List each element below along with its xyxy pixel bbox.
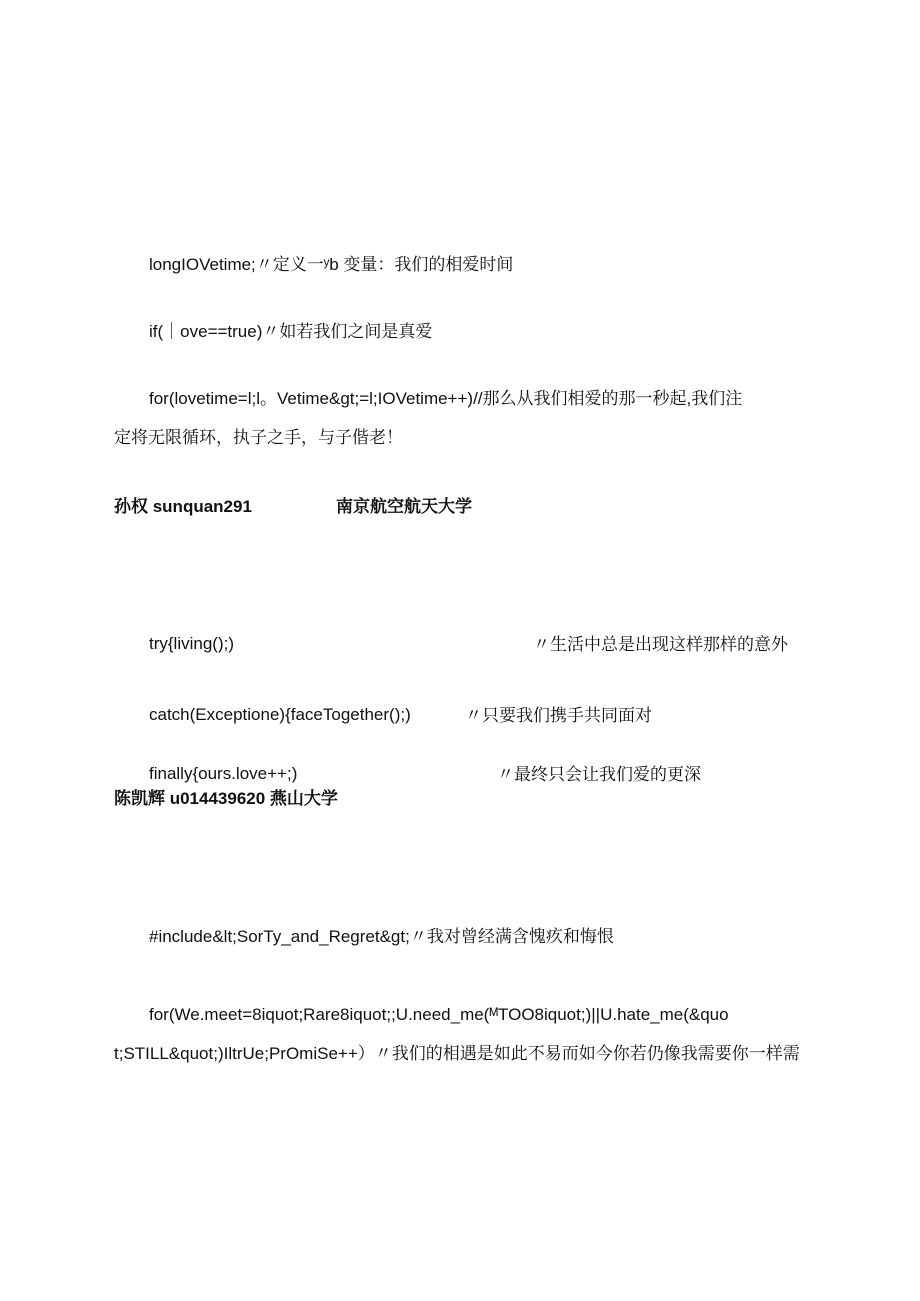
code-line-finally: finally{ours.love++;) xyxy=(149,764,298,783)
code-line-include: #include&lt;SorTy_and_Regret&gt;〃我对曾经满含愧疚和悔恨 xyxy=(149,927,614,946)
comment-catch: 〃只要我们携手共同面对 xyxy=(465,706,652,725)
author-chenkaihui: 陈凯辉 u014439620 燕山大学 xyxy=(114,789,338,808)
author-name-sunquan: 孙权 sunquan291 xyxy=(114,497,252,516)
code-line-catch: catch(Exceptione){faceTogether();) xyxy=(149,705,411,724)
comment-finally: 〃最终只会让我们爱的更深 xyxy=(497,765,701,784)
code-line-lovetime: longIOVetime;〃定义一ʸb 变量：我们的相爱时间 xyxy=(149,255,514,274)
code-line-for-meet: for(We.meet=8iquot;Rare8iquot;;U.need_me(ᴹTOO8iquot;)||U.hate_me(&quo xyxy=(149,1005,729,1024)
code-line-for-loop-continued: 定将无限循环，执子之手，与子偕老！ xyxy=(114,428,403,447)
code-line-for-loop: for(lovetime=l;l。Vetime&gt;=l;IOVetime++)//那么从我们相爱的那一秒起,我们注 xyxy=(149,389,743,408)
author-school-nuaa: 南京航空航天大学 xyxy=(336,497,472,516)
code-line-for-meet-continued: t;STILL&quot;)IltrUe;PrOmiSe++）〃我们的相遇是如此不易而如今你若仍像我需要你一样需 xyxy=(114,1044,800,1063)
code-line-if-love: if(｜ove==true)〃如若我们之间是真爱 xyxy=(149,322,433,341)
code-line-try: try{living();) xyxy=(149,634,235,653)
comment-try: 〃生活中总是出现这样那样的意外 xyxy=(533,635,788,654)
